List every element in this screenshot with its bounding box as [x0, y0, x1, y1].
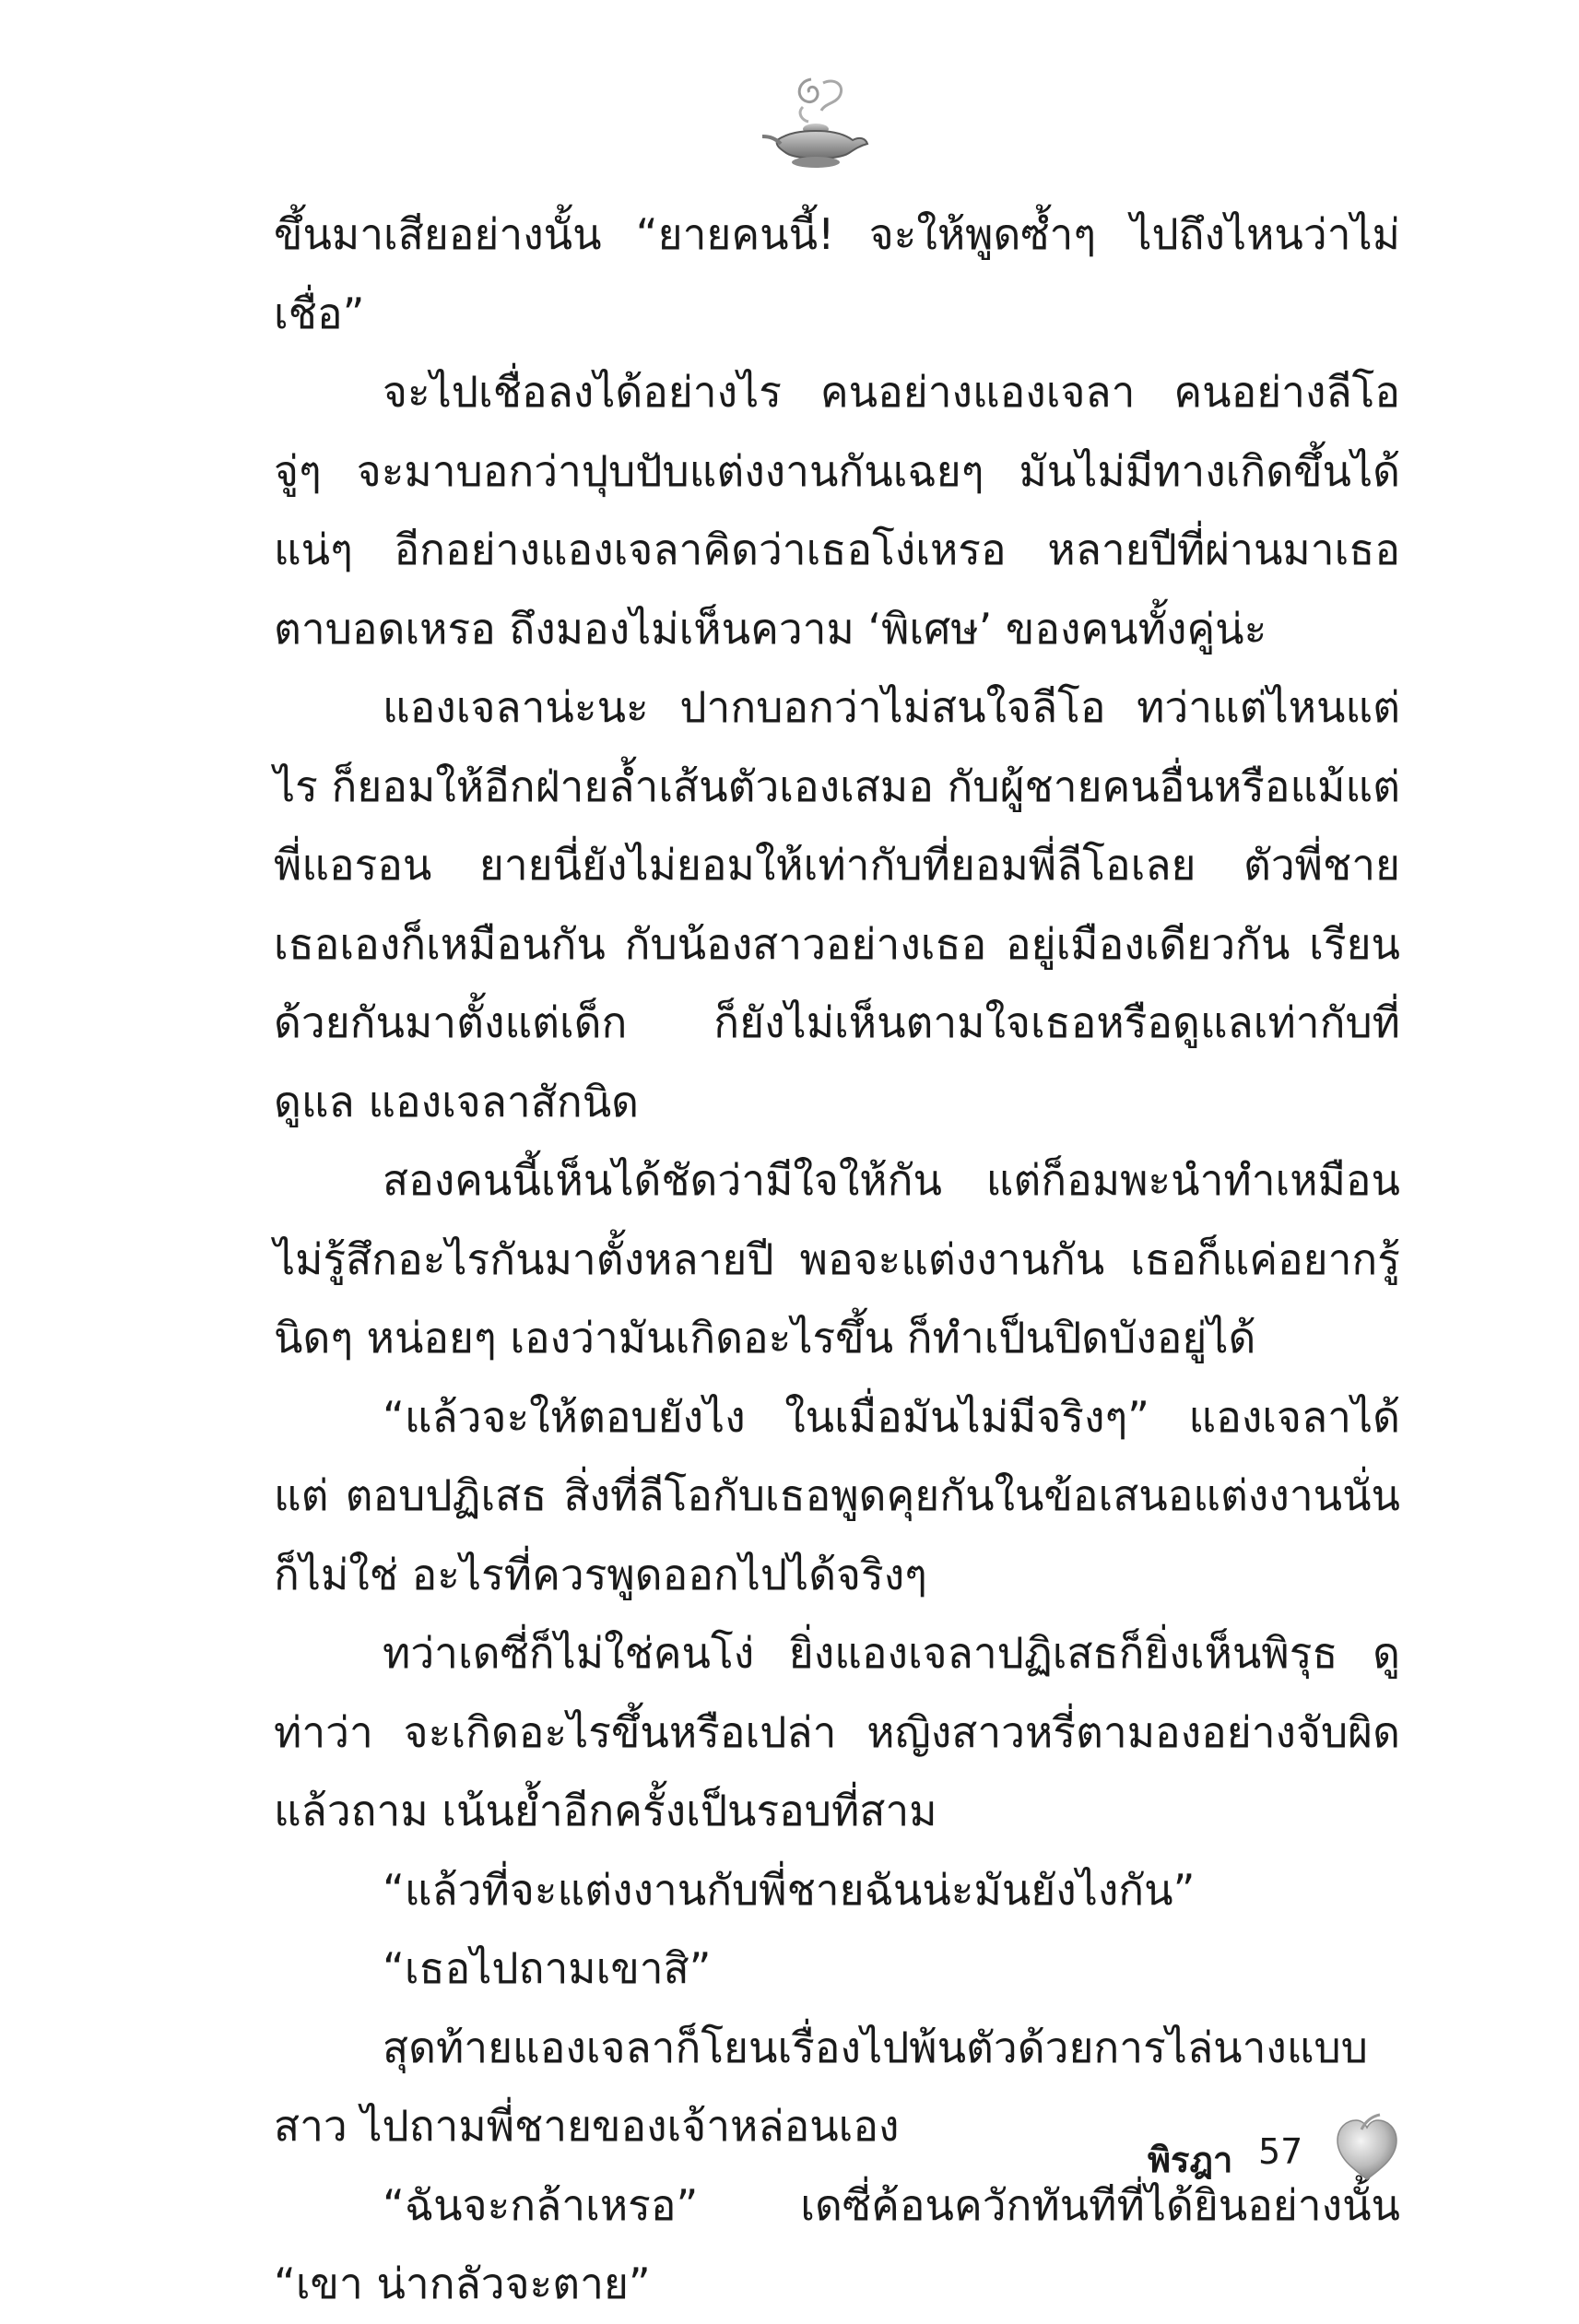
paragraph: แองเจลาน่ะนะ ปากบอกว่าไม่สนใจลีโอ ทว่าแต่ไหนแต่ไร ก็ยอมให้อีกฝ่ายล้ำเส้นตัวเองเสมอ กับผู้ชายคนอื่นหรือแม้แต่ พี่แอรอน ยายนี่ยังไม่ยอมให้เท่ากับที่ยอมพี่ลีโอเลย ตัวพี่ชาย เธอเองก็เหมือนกัน กับน้องสาวอย่างเธอ อยู่เมืองเดียวกัน เรียน ด้วยกันมาตั้งแต่เด็ก ก็ยังไม่เห็นตามใจเธอหรือดูแลเท่ากับที่ดูแล แองเจลาสักนิด [274, 682, 1400, 1127]
paragraph: ขึ้นมาเสียอย่างนั้น “ยายคนนี้! จะให้พูดซ้ำๆ ไปถึงไหนว่าไม่เชื่อ” [274, 209, 1400, 338]
page-body [274, 195, 1400, 2324]
page-footer [1102, 2111, 1406, 2194]
magic-lamp-icon [760, 72, 871, 173]
paragraph: จะไปเชื่อลงได้อย่างไร คนอย่างแองเจลา คนอย่างลีโอ จู่ๆ จะมาบอกว่าปุบปับแต่งงานกันเฉยๆ มันไม่มีทางเกิดขึ้นได้แน่ๆ อีกอย่างแองเจลาคิดว่าเธอโง่เหรอ หลายปีที่ผ่านมาเธอตาบอดเหรอ ถึงมองไม่เห็นความ ‘พิเศษ’ ของคนทั้งคู่น่ะ [274, 367, 1400, 654]
paragraph: “เธอไปถามเขาสิ” [383, 1943, 712, 1993]
paragraph: “ฉันจะกล้าเหรอ” เดซี่ค้อนควักทันทีที่ได้ยินอย่างนั้น “เขา น่ากลัวจะตาย” [274, 2179, 1400, 2308]
paragraph: สองคนนี้เห็นได้ชัดว่ามีใจให้กัน แต่ก็อมพะนำทำเหมือน ไม่รู้สึกอะไรกันมาตั้งหลายปี พอจะแต่งงานกัน เธอก็แค่อยากรู้ นิดๆ หน่อยๆ เองว่ามันเกิดอะไรขึ้น ก็ทำเป็นปิดบังอยู่ได้ [274, 1155, 1400, 1363]
book-title: พิรฎา [1148, 2140, 1233, 2180]
paragraph: ทว่าเดซี่ก็ไม่ใช่คนโง่ ยิ่งแองเจลาปฏิเสธก็ยิ่งเห็นพิรุธ ดูท่าว่า จะเกิดอะไรขึ้นหรือเปล่า หญิงสาวหรี่ตามองอย่างจับผิด แล้วถาม เน้นย้ำอีกครั้งเป็นรอบที่สาม [274, 1628, 1400, 1835]
page-number: 57 [1258, 2131, 1303, 2172]
paragraph: สุดท้ายแองเจลาก็โยนเรื่องไปพ้นตัวด้วยการไล่นางแบบสาว ไปถามพี่ชายของเจ้าหล่อนเอง [274, 2022, 1368, 2151]
heart-icon [1334, 2111, 1400, 2185]
paragraph: “แล้วที่จะแต่งงานกับพี่ชายฉันน่ะมันยังไงกัน” [383, 1864, 1196, 1915]
paragraph: “แล้วจะให้ตอบยังไง ในเมื่อมันไม่มีจริงๆ” แองเจลาได้แต่ ตอบปฏิเสธ สิ่งที่ลีโอกับเธอพูดคุยกันในข้อเสนอแต่งงานนั่น ก็ไม่ใช่ อะไรที่ควรพูดออกไปได้จริงๆ [274, 1391, 1400, 1599]
